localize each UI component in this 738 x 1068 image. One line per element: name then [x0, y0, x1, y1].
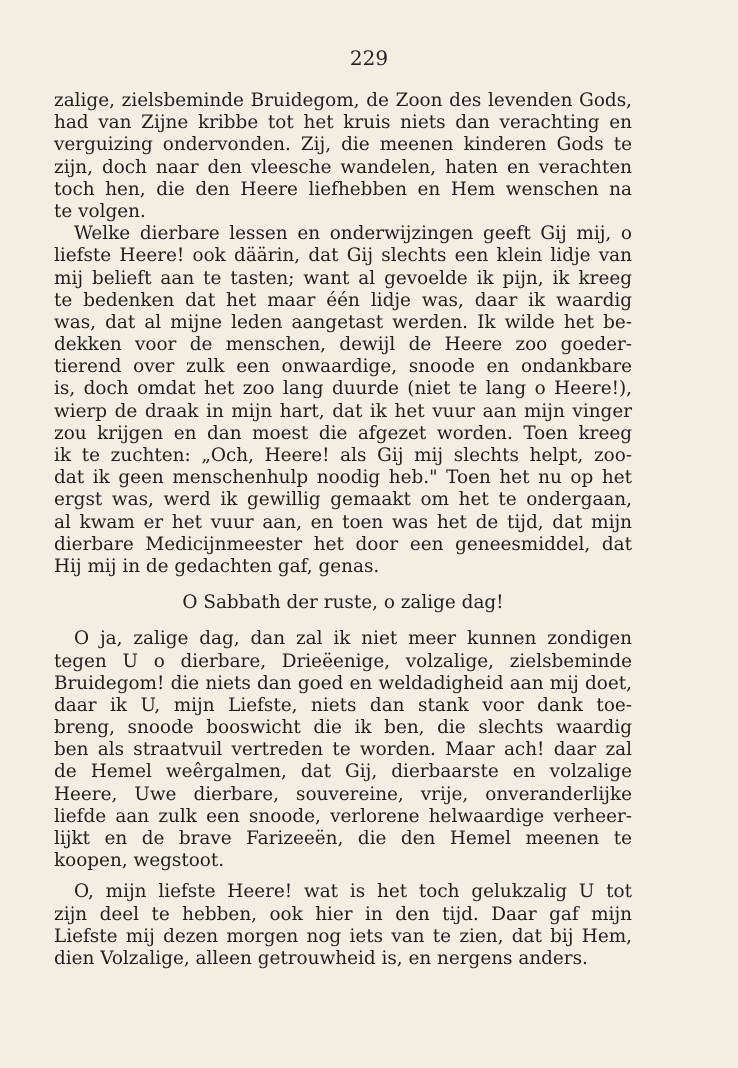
text-line: breng, snoode booswicht die ik ben, die slechts waardig — [54, 717, 632, 739]
text-line: ik te zuchten: „Och, Heere! als Gij mij slechts helpt, zoo- — [54, 445, 632, 466]
text-line: O ja, zalige dag, dan zal ik niet meer kunnen zondigen — [74, 628, 632, 650]
text-line: liefde aan zulk een snoode, verlorene helwaardige verheer- — [54, 805, 632, 827]
text-line: zijn, doch naar den vleesche wandelen, haten en verachten — [54, 156, 632, 178]
text-line: al kwam er het vuur aan, en toen was het de tijd, dat mijn — [54, 511, 632, 533]
text-line: tegen U o dierbare, Drieëenige, volzalige, zielsbeminde — [54, 650, 632, 672]
text-line: is, doch omdat het zoo lang duurde (niet te lang o Heere!), — [54, 378, 632, 400]
page-number: 229 — [349, 46, 389, 70]
text-line: O, mijn liefste Heere! wat is het toch gelukzalig U tot — [74, 881, 632, 903]
text-line: Welke dierbare lessen en onderwijzingen geeft Gij mij, o — [74, 223, 632, 245]
text-line: was, dat al mijne leden aangetast werden. Ik wilde het be- — [54, 311, 632, 333]
text-line: zalige, zielsbeminde Bruidegom, de Zoon des levenden Gods, — [54, 90, 632, 111]
text-line: liefste Heere! ook däärin, dat Gij slechts een klein lidje van — [54, 245, 632, 267]
text-line: dat ik geen menschenhulp noodig heb." Toen het nu op het — [54, 467, 632, 489]
paragraph-2 — [54, 223, 632, 578]
text-line: de Hemel weêrgalmen, dat Gij, dierbaarste en volzalige — [54, 761, 632, 783]
text-line: daar ik U, mijn Liefste, niets dan stank voor dank toe- — [54, 694, 632, 716]
text-line: te bedenken dat het maar één lidje was, daar ik waardig — [54, 289, 632, 311]
text-line: tierend over zulk een onwaardige, snoode en ondankbare — [54, 356, 632, 378]
text-line: lijkt en de brave Farizeeën, die den Hemel meenen te — [54, 828, 632, 849]
body-text — [54, 90, 632, 970]
section-heading: O Sabbath der ruste, o zalige dag! — [182, 592, 504, 614]
text-line: Liefste mij dezen morgen nog iets van te zien, dat bij Hem, — [54, 925, 632, 947]
paragraph-1 — [54, 90, 632, 223]
text-line: zou krijgen en dan moest die afgezet worden. Toen kreeg — [54, 422, 632, 444]
text-line: te volgen. — [54, 200, 146, 222]
text-line: Hij mij in de gedachten gaf, genas. — [54, 555, 380, 577]
text-line: koopen, wegstoot. — [54, 850, 225, 872]
text-line: Bruidegom! die niets dan goed en weldadigheid aan mij doet, — [54, 672, 632, 694]
text-line: mij belieft aan te tasten; want al gevoelde ik pijn, ik kreeg — [54, 267, 632, 289]
text-line: dien Volzalige, alleen getrouwheid is, en nergens anders. — [54, 947, 588, 969]
text-line: ergst was, werd ik gewillig gemaakt om het te ondergaan, — [54, 489, 632, 511]
text-line: toch hen, die den Heere liefhebben en Hem wenschen na — [54, 178, 632, 200]
text-line: ben als straatvuil vertreden te worden. Maar ach! daar zal — [54, 739, 632, 761]
text-line: dekken voor de menschen, dewijl de Heere zoo goeder- — [54, 334, 632, 356]
text-line: had van Zijne kribbe tot het kruis niets dan verachting en — [54, 112, 632, 134]
paragraph-3 — [54, 628, 632, 872]
text-line: Heere, Uwe dierbare, souvereine, vrije, onveranderlijke — [54, 783, 632, 805]
text-line: zijn deel te hebben, ook hier in den tijd. Daar gaf mijn — [54, 903, 632, 925]
text-line: dierbare Medicijnmeester het door een geneesmiddel, dat — [54, 533, 632, 555]
paragraph-4 — [54, 881, 632, 970]
text-line: wierp de draak in mijn hart, dat ik het vuur aan mijn vinger — [54, 400, 632, 422]
text-line: verguizing ondervonden. Zij, die meenen kinderen Gods te — [54, 134, 632, 156]
